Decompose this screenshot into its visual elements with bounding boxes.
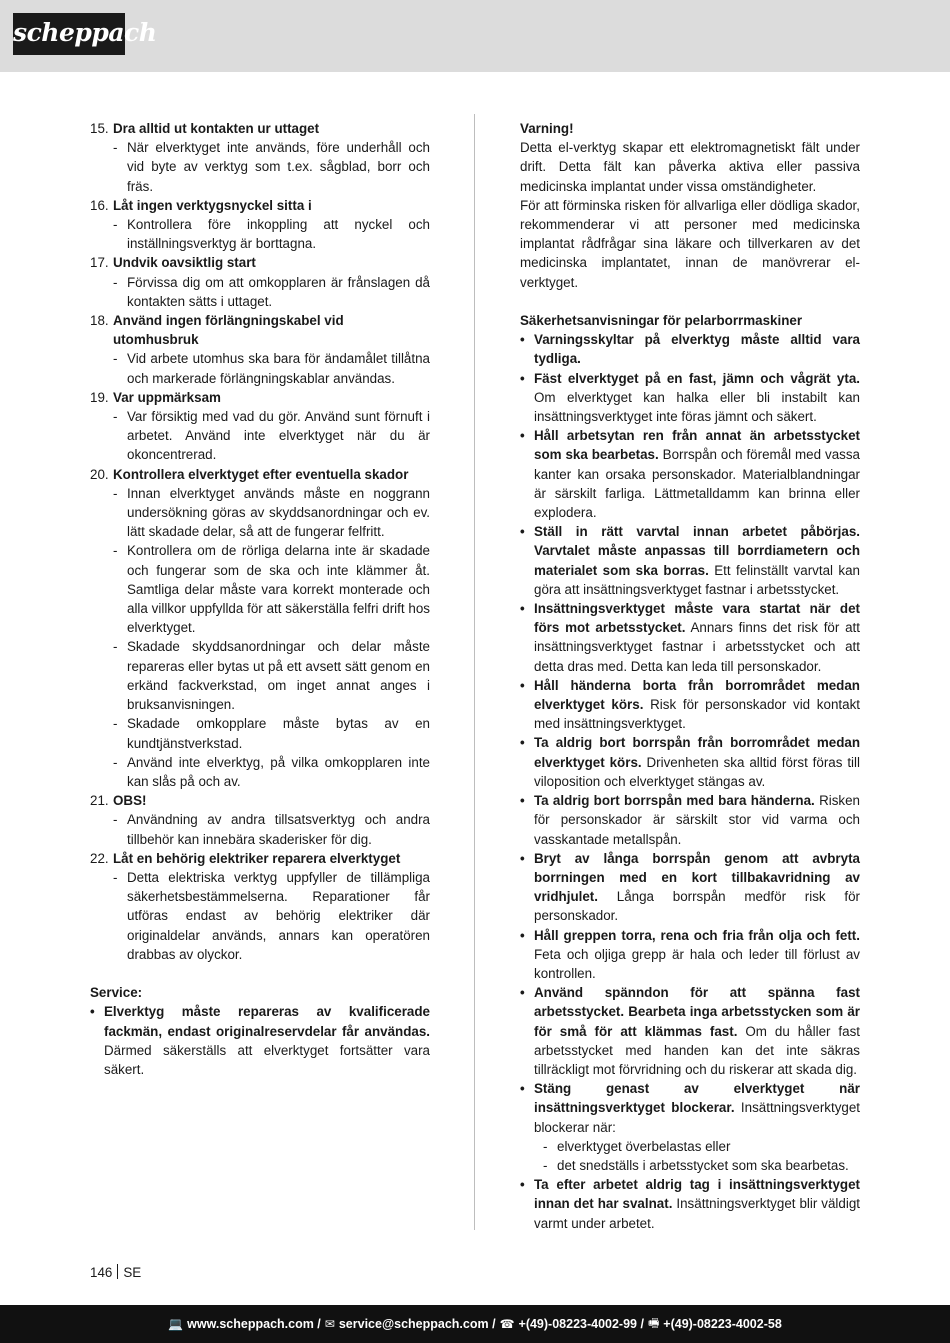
brand-logo: scheppach xyxy=(13,13,125,55)
dash-icon: - xyxy=(543,1157,548,1173)
footer-fax: +(49)-08223-4002-58 xyxy=(663,1317,782,1331)
bullet-icon: • xyxy=(520,332,525,348)
footer-email[interactable]: service@scheppach.com / xyxy=(338,1317,496,1331)
dash-icon: - xyxy=(113,140,118,156)
item-number: 20. xyxy=(90,466,109,482)
service-heading: Service: xyxy=(90,985,143,1001)
warning-text: Detta el-verktyg skapar ett elektromagnetiskt fält under drift. Detta fält kan påverka aktiva eller passiva medicinska implantat under vissa omständigheter. xyxy=(520,140,860,194)
mail-icon: ✉ xyxy=(324,1317,335,1331)
list-subitem: - Kontrollera före inkoppling att nyckel och inställningsverktyg är borttagna. xyxy=(113,217,430,252)
list-subitem: - Användning av andra tillsatsverktyg och andra tillbehör kan innebära skaderisker för dig. xyxy=(113,812,430,847)
item-title: Låt en behörig elektriker reparera elverktyget xyxy=(113,850,401,866)
item-number: 17. xyxy=(90,255,109,271)
bullet-icon: • xyxy=(520,370,525,386)
bullet-icon: • xyxy=(520,793,525,809)
column-divider xyxy=(474,114,475,1230)
item-title: Låt ingen verktygsnyckel sitta i xyxy=(113,197,312,213)
computer-icon: 💻 xyxy=(168,1317,184,1331)
list-item xyxy=(90,253,430,272)
item-title: Undvik oavsiktlig start xyxy=(113,255,256,271)
list-item xyxy=(90,849,430,868)
bullet-item: • Håll greppen torra, rena och fria från olja och fett. Feta och oljiga grepp är hala och leder till förlust av kontrollen. xyxy=(520,927,860,981)
phone-icon: ☎ xyxy=(499,1317,515,1331)
bullet-item: • Varningsskyltar på elverktyg måste alltid vara tydliga. xyxy=(520,332,860,367)
list-subitem: - det snedställs i arbetsstycket som ska bearbetas. xyxy=(520,1156,860,1175)
item-number: 21. xyxy=(90,793,109,809)
left-column xyxy=(90,119,430,1079)
list-item xyxy=(90,119,430,138)
item-title: Använd ingen förlängningskabel vid utomhusbruk xyxy=(113,313,344,348)
bullet-icon: • xyxy=(520,1177,525,1193)
page-number: 146 SE xyxy=(90,1265,142,1280)
bullet-icon: • xyxy=(520,985,525,1001)
footer-web[interactable]: www.scheppach.com / xyxy=(187,1317,321,1331)
list-subitem: - Var försiktig med vad du gör. Använd sunt förnuft i arbetet. Använd inte elverktyget när du är okoncentrerad. xyxy=(113,409,430,463)
dash-icon: - xyxy=(113,274,118,290)
bullet-item: • Använd spänndon för att spänna fast arbetsstycket. Bearbeta inga arbetsstycken som är för små för att klämmas fast. Om du håller fast arbetsstycket med handen kan det inte säkras tillräckligt mot förvridning och du riskerar att skada dig. xyxy=(520,985,860,1077)
footer-phone: +(49)-08223-4002-99 / xyxy=(518,1317,644,1331)
item-title: OBS! xyxy=(113,793,147,809)
list-subitem: - Skadade omkopplare måste bytas av en kundtjänstverkstad. xyxy=(113,716,430,751)
right-column xyxy=(520,119,860,1233)
list-subitem: - elverktyget överbelastas eller xyxy=(520,1137,860,1156)
bullet-icon: • xyxy=(520,850,525,866)
list-item xyxy=(90,311,430,349)
bullet-icon: • xyxy=(520,524,525,540)
bullet-icon: • xyxy=(520,601,525,617)
dash-icon: - xyxy=(113,716,118,732)
list-subitem: - Detta elektriska verktyg uppfyller de tillämpliga säkerhetsbestämmelserna. Reparationer får utföras endast av behörig elektriker där originaldelar används, annars kan operatören drabbas av olyckor. xyxy=(113,869,430,962)
dash-icon: - xyxy=(113,217,118,233)
warning-text-2: För att förminska risken för allvarliga eller dödliga skador, rekommenderar vi att personer med medicinska implantat rådfrågar sina läkare och tillverkaren av det medicinska implantatet, innan de manövrerar el-verktyget. xyxy=(520,197,860,290)
bullet-icon: • xyxy=(520,927,525,943)
header-bar xyxy=(0,0,950,72)
item-number: 18. xyxy=(90,313,109,329)
bullet-item: • Håll händerna borta från borrområdet medan elverktyget körs. Risk för personskador vid kontakt med insättningsverktyget. xyxy=(520,677,860,732)
dash-icon: - xyxy=(113,869,118,885)
dash-icon: - xyxy=(543,1138,548,1154)
bullet-item: • Ta aldrig bort borrspån från borrområdet medan elverktyget körs. Drivenheten ska alltid först föras till viloposition och elverktyget stängas av. xyxy=(520,735,860,789)
bullet-icon: • xyxy=(520,428,525,444)
list-subitem: - Skadade skyddsanordningar och delar måste repareras eller bytas ut på ett avsett sätt genom en erkänd fackverkstad, om inget annat anges i bruksanvisningen. xyxy=(113,639,430,713)
bullet-item: • Stäng genast av elverktyget när insättningsverktyget blockerar. Insättningsverktyget blockerar när: xyxy=(520,1081,860,1135)
bullet-icon: • xyxy=(520,677,525,693)
dash-icon: - xyxy=(113,754,118,770)
fax-icon: 🖷 xyxy=(647,1315,660,1330)
dash-icon: - xyxy=(113,485,118,501)
section-heading: Säkerhetsanvisningar för pelarborrmaskiner xyxy=(520,313,803,329)
item-number: 19. xyxy=(90,389,109,405)
service-bullet: • Elverktyg måste repareras av kvalificerade fackmän, endast originalreservdelar får användas. Därmed säkerställs att elverktyget fortsätter vara säkert. xyxy=(90,1004,430,1077)
item-number: 16. xyxy=(90,197,109,213)
bullet-icon: • xyxy=(520,1081,525,1097)
item-title: Dra alltid ut kontakten ur uttaget xyxy=(113,121,320,136)
list-subitem: - Använd inte elverktyg, på vilka omkopplaren inte kan slås på och av. xyxy=(113,754,430,789)
list-subitem: - Kontrollera om de rörliga delarna inte är skadade och fungerar som de ska och inte klämmer åt. Samtliga delar måste vara korrekt monterade och alla villkor uppfyllda för att säkerställa felfri drift hos elverktyget. xyxy=(113,543,430,636)
bullet-icon: • xyxy=(520,735,525,751)
bullet-item: • Ta aldrig bort borrspån med bara händerna. Risken för personskador är särskilt stor vid varma och vasskantade metallspån. xyxy=(520,793,860,847)
list-item xyxy=(90,388,430,407)
list-subitem: - När elverktyget inte används, före underhåll och vid byte av verktyg som t.ex. sågblad, borr och fräs. xyxy=(113,140,430,194)
item-title: Var uppmärksam xyxy=(113,389,221,405)
bullet-item: • Fäst elverktyget på en fast, jämn och vågrät yta. Om elverktyget kan halka eller bli instabilt kan insättningsverktyget inte föras jämnt och säkert. xyxy=(520,370,860,425)
list-item xyxy=(90,196,430,215)
bullet-item: • Insättningsverktyget måste vara startat när det förs mot arbetsstycket. Annars finns det risk för att insättningsverktyget fastnar i arbetsstycket och att detta dras med. Detta kan leda till personskador. xyxy=(520,601,860,674)
item-number: 15. xyxy=(90,121,109,136)
bullet-item: • Håll arbetsytan ren från annat än arbetsstycket som ska bearbetas. Borrspån och föremål med vassa kanter kan orsaka personskador. Materialblandningar är särskilt farliga. Lättmetalldamm kan brinna eller explodera. xyxy=(520,428,860,521)
footer-bar xyxy=(0,1305,950,1343)
list-subitem: - Innan elverktyget används måste en noggrann undersökning göras av skyddsanordningar och ev. lätt skadade delar, så att de fungerar felfritt. xyxy=(113,485,430,540)
warning-heading: Varning! xyxy=(520,121,574,136)
list-item xyxy=(90,791,430,810)
dash-icon: - xyxy=(113,409,118,425)
bullet-item: • Bryt av långa borrspån genom att avbryta borrningen med en kort tillbakavridning av vridhjulet. Långa borrspån medför risk för personskador. xyxy=(520,850,860,924)
bullet-icon: • xyxy=(90,1004,95,1020)
bullet-item: • Ställ in rätt varvtal innan arbetet påbörjas. Varvtalet måste anpassas till borrdiametern och materialet som ska borras. Ett felinställt varvtal kan göra att insättningsverktyget fastnar i arbetsstycket. xyxy=(520,524,860,597)
dash-icon: - xyxy=(113,351,118,367)
item-title: Kontrollera elverktyget efter eventuella skador xyxy=(113,466,409,482)
list-item xyxy=(90,465,430,484)
dash-icon: - xyxy=(113,639,118,655)
list-subitem: - Förvissa dig om att omkopplaren är frånslagen då kontakten sätts i uttaget. xyxy=(113,274,430,309)
dash-icon: - xyxy=(113,812,118,828)
item-number: 22. xyxy=(90,850,109,866)
dash-icon: - xyxy=(113,543,118,559)
bullet-item: • Ta efter arbetet aldrig tag i insättningsverktyget innan det har svalnat. Insättningsverktyget blir väldigt varmt under arbetet. xyxy=(520,1177,860,1231)
list-subitem: - Vid arbete utomhus ska bara för ändamålet tillåtna och markerade förlängningskablar användas. xyxy=(113,351,430,386)
